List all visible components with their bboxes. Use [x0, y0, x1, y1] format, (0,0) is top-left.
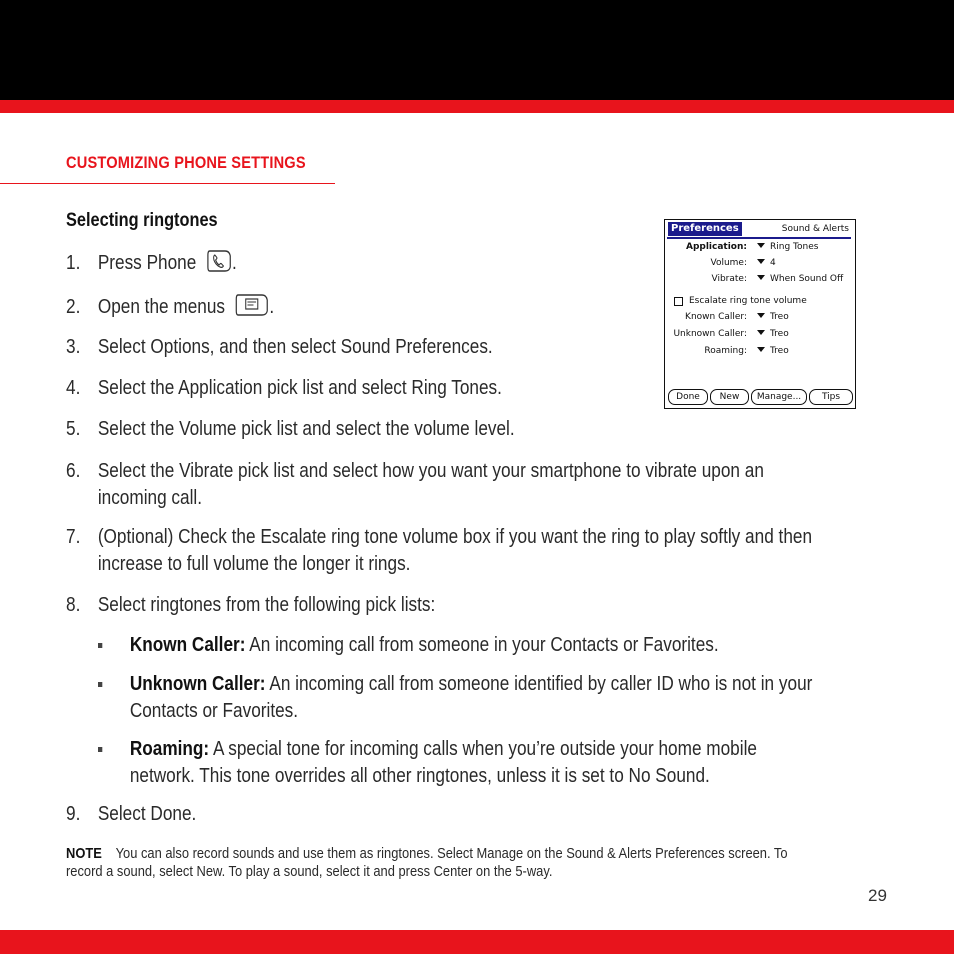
- step-suffix: .: [269, 296, 275, 318]
- step-number: 7.: [66, 526, 81, 548]
- known-caller-label: Known Caller:: [685, 312, 747, 322]
- bullet-marker: [98, 643, 102, 648]
- step-number: 3.: [66, 336, 81, 358]
- bullet-text-line2: network. This tone overrides all other ringtones, unless it is set to No Sound.: [129, 765, 710, 787]
- dropdown-arrow-icon: [757, 275, 765, 280]
- note: [66, 845, 886, 881]
- escalate-checkbox: [674, 297, 683, 306]
- application-value: Ring Tones: [770, 242, 819, 252]
- bullet-marker: [98, 747, 102, 752]
- bullet-text: An incoming call from someone identified by caller ID who is not in your: [265, 673, 813, 695]
- dropdown-arrow-icon: [757, 259, 765, 264]
- step-text-line2: incoming call.: [97, 487, 203, 509]
- step-text-line2: increase to full volume the longer it rings.: [97, 553, 411, 575]
- dropdown-arrow-icon: [757, 243, 765, 248]
- roaming-label: Roaming:: [704, 346, 747, 356]
- step-text-line1: Select the Vibrate pick list and select how you want your smartphone to vibrate upon an: [97, 460, 764, 482]
- step-7: [66, 524, 926, 580]
- application-label: Application:: [685, 242, 747, 252]
- bullet-text-line2: Contacts or Favorites.: [129, 700, 299, 722]
- header-stripe: [0, 100, 954, 113]
- step-text-line1: (Optional) Check the Escalate ring tone volume box if you want the ring to play softly and then: [97, 526, 813, 548]
- category-label: Sound & Alerts: [781, 224, 849, 234]
- section-rule: [0, 183, 335, 184]
- step-number: 2.: [66, 296, 81, 318]
- step-text: Select the Volume pick list and select the volume level.: [97, 418, 515, 440]
- dropdown-arrow-icon: [757, 347, 765, 352]
- dropdown-arrow-icon: [757, 330, 765, 335]
- step-text: Select ringtones from the following pick lists:: [97, 594, 436, 616]
- volume-label: Volume:: [710, 258, 747, 268]
- step-text: Select Done.: [97, 803, 197, 825]
- vibrate-label: Vibrate:: [711, 274, 747, 284]
- note-label: NOTE: [66, 845, 102, 862]
- section-title: CUSTOMIZING PHONE SETTINGS: [66, 153, 306, 172]
- done-button: Done: [668, 389, 708, 405]
- escalate-label: Escalate ring tone volume: [689, 296, 807, 306]
- step-suffix: .: [232, 252, 237, 274]
- manage-button: Manage...: [751, 389, 807, 405]
- step-text: Press Phone: [97, 252, 197, 274]
- note-text-line1: You can also record sounds and use them as ringtones. Select Manage on the Sound & Alerts Preferences screen. To: [115, 845, 788, 862]
- step-text: Open the menus: [97, 296, 225, 318]
- new-button: New: [710, 389, 749, 405]
- preferences-title: Preferences: [668, 222, 742, 236]
- unknown-caller-value: Treo: [770, 329, 789, 339]
- note-text-line2: record a sound, select New. To play a sound, select it and press Center on the 5-way.: [66, 863, 553, 880]
- page-heading: Selecting ringtones: [66, 210, 218, 231]
- bullet-term: Known Caller:: [129, 634, 246, 656]
- phone-key-icon: [206, 249, 232, 273]
- step-6: [66, 458, 926, 514]
- bullet-term: Roaming:: [129, 738, 210, 760]
- bullet-marker: [98, 682, 102, 687]
- title-bar: [667, 221, 851, 239]
- step-number: 5.: [66, 418, 81, 440]
- unknown-caller-label: Unknown Caller:: [673, 329, 747, 339]
- step-text: Select Options, and then select Sound Preferences.: [97, 336, 493, 358]
- menu-key-icon: [235, 293, 269, 317]
- bullet-roaming: [98, 736, 954, 792]
- page-number: 29: [868, 886, 887, 905]
- header-bar: [0, 0, 954, 100]
- sound-preferences-screenshot: [664, 219, 856, 409]
- vibrate-value: When Sound Off: [770, 274, 844, 284]
- roaming-value: Treo: [770, 346, 789, 356]
- bullet-text: A special tone for incoming calls when you’re outside your home mobile: [209, 738, 757, 760]
- step-number: 9.: [66, 803, 81, 825]
- step-number: 1.: [66, 252, 81, 274]
- dropdown-arrow-icon: [757, 313, 765, 318]
- volume-value: 4: [770, 258, 776, 268]
- step-text: Select the Application pick list and select Ring Tones.: [97, 377, 502, 399]
- step-number: 4.: [66, 377, 81, 399]
- tips-button: Tips: [809, 389, 853, 405]
- known-caller-value: Treo: [770, 312, 789, 322]
- bullet-text: An incoming call from someone in your Contacts or Favorites.: [245, 634, 719, 656]
- bullet-unknown-caller: [98, 671, 954, 727]
- bullet-term: Unknown Caller:: [129, 673, 266, 695]
- footer-bar: [0, 930, 954, 954]
- step-number: 6.: [66, 460, 81, 482]
- step-number: 8.: [66, 594, 81, 616]
